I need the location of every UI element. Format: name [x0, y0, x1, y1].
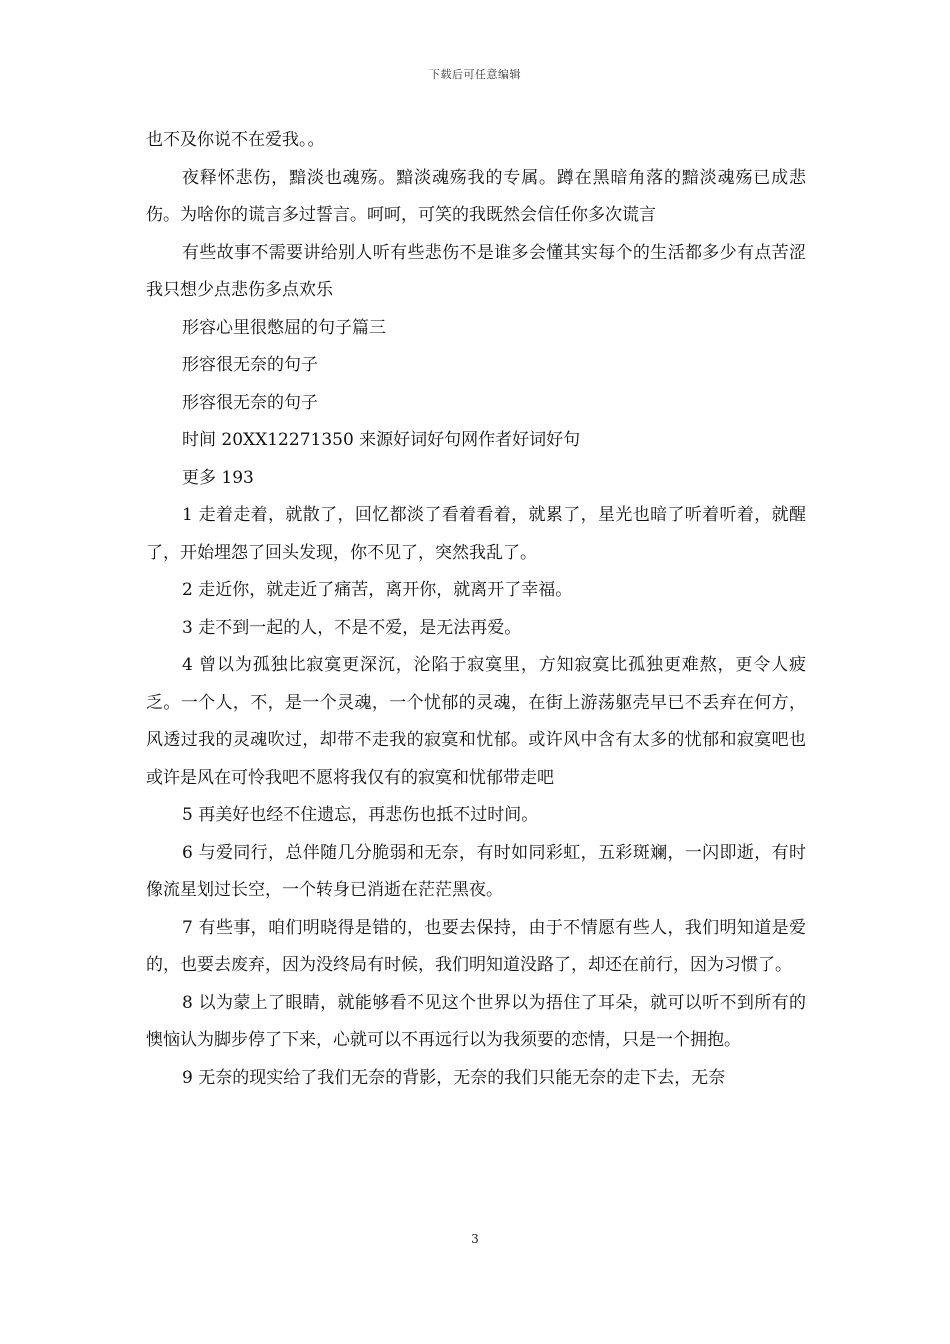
more-count: 更多 193	[182, 467, 254, 488]
page-header: 下载后可任意编辑	[429, 68, 521, 81]
quote-item: 4 曾以为孤独比寂寞更深沉，沦陷于寂寞里，方知寂寞比孤独更难熬，更令人疲乏。一个人，不，是一个灵魂，一个忧郁的灵魂，在街上游荡躯壳早已不丢弃在何方，风透过我的灵魂吹过，却带不走我的寂寞和忧郁。或许风中含有太多的忧郁和寂寞吧也或许是风在可怜我吧不愿将我仅有的寂寞和忧郁带走吧	[146, 655, 806, 788]
quote-item: 3 走不到一起的人，不是不爱，是无法再爱。	[182, 617, 522, 638]
quote-item: 2 走近你，就走近了痛苦，离开你，就离开了幸福。	[182, 580, 573, 600]
section-heading: 形容心里很憋屈的句子篇三	[182, 317, 386, 338]
paragraph: 也不及你说不在爱我。。	[146, 130, 325, 150]
article-meta: 时间 20XX12271350 来源好词好句网作者好词好句	[182, 430, 581, 450]
article-title: 形容很无奈的句子	[182, 392, 318, 413]
page-number: 3	[471, 1232, 479, 1246]
quote-item: 9 无奈的现实给了我们无奈的背影，无奈的我们只能无奈的走下去，无奈	[182, 1067, 726, 1088]
paragraph: 夜释怀悲伤，黯淡也魂殇。黯淡魂殇我的专属。蹲在黑暗角落的黯淡魂殇已成悲伤。为啥你的谎言多过誓言。呵呵，可笑的我既然会信任你多次谎言	[146, 167, 806, 225]
document-body	[146, 122, 806, 1097]
quote-item: 8 以为蒙上了眼睛，就能够看不见这个世界以为捂住了耳朵，就可以听不到所有的懊恼认为脚步停了下来，心就可以不再远行以为我须要的恋情，只是一个拥抱。	[146, 992, 806, 1050]
paragraph: 有些故事不需要讲给别人听有些悲伤不是谁多会懂其实每个的生活都多少有点苦涩我只想少点悲伤多点欢乐	[146, 242, 806, 300]
article-title: 形容很无奈的句子	[182, 355, 318, 375]
quote-item: 7 有些事，咱们明晓得是错的，也要去保持，由于不情愿有些人，我们明知道是爱的，也要去废弃，因为没终局有时候，我们明知道没路了，却还在前行，因为习惯了。	[146, 917, 806, 975]
quote-item: 1 走着走着，就散了，回忆都淡了看着看着，就累了，星光也暗了听着听着，就醒了，开始埋怨了回头发现，你不见了，突然我乱了。	[146, 505, 806, 563]
quote-item: 6 与爱同行，总伴随几分脆弱和无奈，有时如同彩虹，五彩斑斓，一闪即逝，有时像流星划过长空，一个转身已消逝在茫茫黑夜。	[146, 842, 806, 900]
quote-item: 5 再美好也经不住遗忘，再悲伤也抵不过时间。	[182, 805, 539, 825]
